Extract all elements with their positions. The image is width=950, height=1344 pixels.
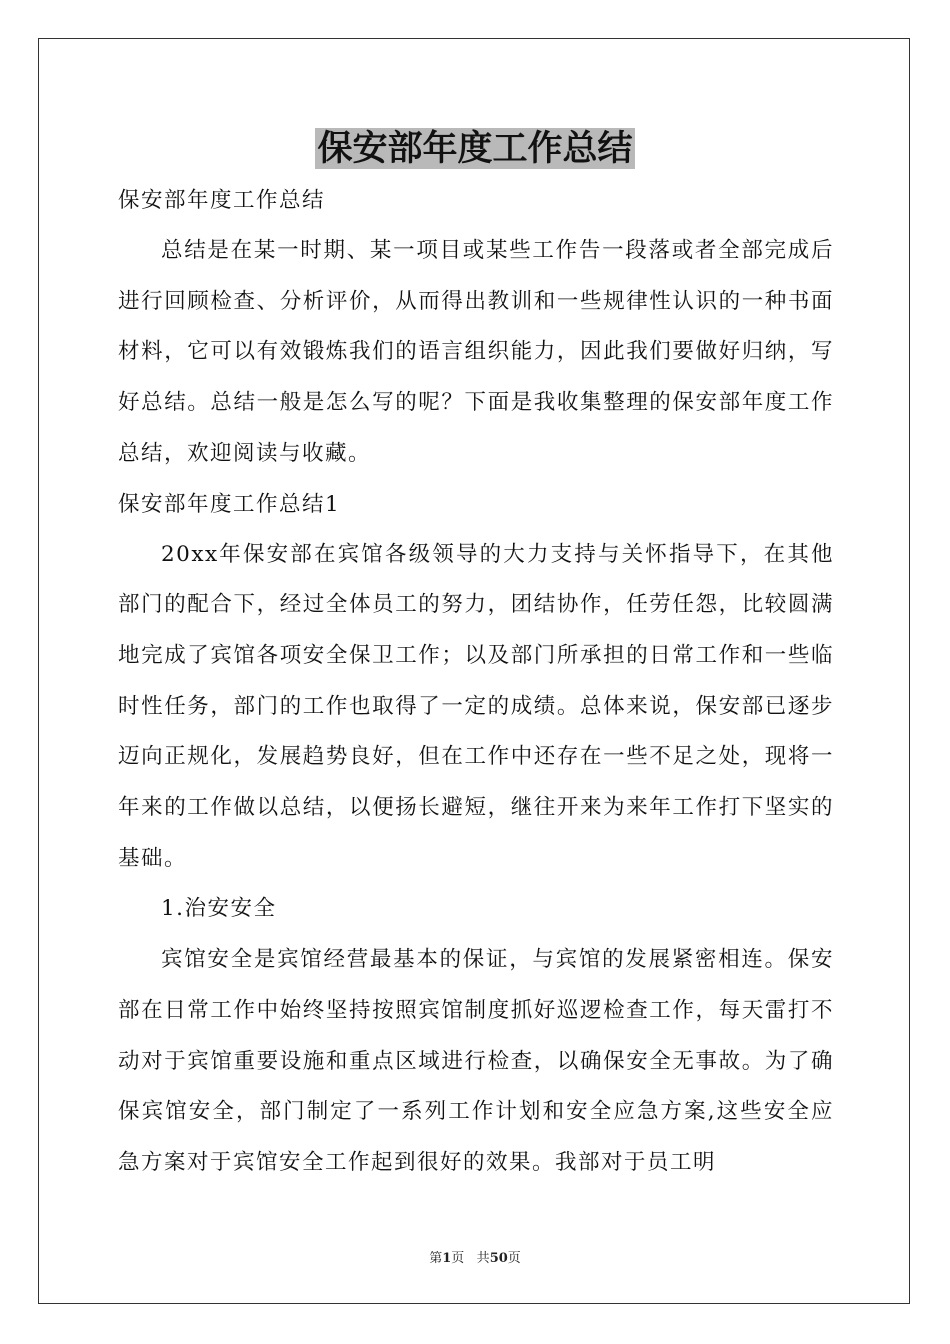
page-total: 50 (489, 1251, 508, 1266)
document-body (118, 176, 834, 1189)
document-title (0, 126, 950, 172)
page-footer (0, 1247, 950, 1266)
page-label-prefix: 第 (429, 1251, 443, 1266)
page-label-suffix: 页 (451, 1251, 465, 1266)
document-title-text: 保安部年度工作总结 (317, 128, 633, 169)
item-paragraph: 宾馆安全是宾馆经营最基本的保证，与宾馆的发展紧密相连。保安部在日常工作中始终坚持按照宾馆制度抓好巡逻检查工作，每天雷打不动对于宾馆重要设施和重点区域进行检查，以确保安全无事故。为了确保宾馆安全，部门制定了一系列工作计划和安全应急方案,这些安全应急方案对于宾馆安全工作起到很好的效果。我部对于员工明 (118, 947, 834, 1175)
total-label-suffix: 页 (507, 1251, 521, 1266)
total-label-prefix: 共 (476, 1251, 490, 1266)
page-current: 1 (442, 1251, 452, 1266)
intro-paragraph: 总结是在某一时期、某一项目或某些工作告一段落或者全部完成后进行回顾检查、分析评价，从而得出教训和一些规律性认识的一种书面材料，它可以有效锻炼我们的语言组织能力，因此我们要做好归纳，写好总结。总结一般是怎么写的呢？下面是我收集整理的保安部年度工作总结，欢迎阅读与收藏。 (118, 238, 834, 466)
section-paragraph: 20xx年保安部在宾馆各级领导的大力支持与关怀指导下，在其他部门的配合下，经过全体员工的努力，团结协作，任劳任怨，比较圆满地完成了宾馆各项安全保卫工作；以及部门所承担的日常工作和一些临时性任务，部门的工作也取得了一定的成绩。总体来说，保安部已逐步迈向正规化，发展趋势良好，但在工作中还存在一些不足之处，现将一年来的工作做以总结，以便扬长避短，继往开来为来年工作打下坚实的基础。 (118, 541, 834, 871)
item-heading: 1.治安安全 (161, 896, 277, 922)
section-heading: 保安部年度工作总结1 (118, 491, 341, 517)
document-subtitle: 保安部年度工作总结 (118, 188, 326, 213)
